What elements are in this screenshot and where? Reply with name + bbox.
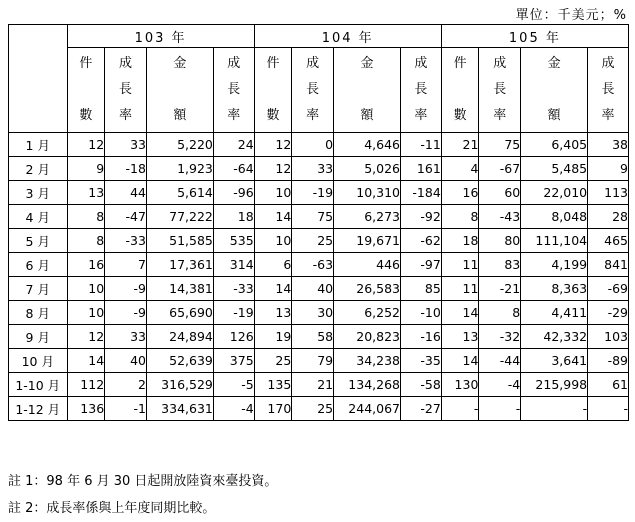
value-cell-g104: 25 <box>292 229 334 253</box>
value-cell-a105: 215,998 <box>521 373 588 397</box>
value-cell-g105: 83 <box>479 253 521 277</box>
value-cell-c104: 25 <box>254 349 292 373</box>
value-cell-a103: 1,923 <box>146 157 213 181</box>
subheader-row <box>9 48 629 133</box>
value-cell-c105: 8 <box>441 205 479 229</box>
month-cell: 9 月 <box>9 325 68 349</box>
month-cell: 1-12 月 <box>9 397 68 421</box>
value-cell-g103: -9 <box>105 301 147 325</box>
value-cell-a105: 42,332 <box>521 325 588 349</box>
header-char: 額 <box>360 108 374 123</box>
table-row <box>9 205 629 229</box>
month-cell: 7 月 <box>9 277 68 301</box>
header-char: 率 <box>227 108 241 123</box>
value-cell-a105: 111,104 <box>521 229 588 253</box>
value-cell-g105: -4 <box>479 373 521 397</box>
table-row <box>9 277 629 301</box>
value-cell-g103: 7 <box>105 253 147 277</box>
value-cell-c105: 4 <box>441 157 479 181</box>
header-char: 金 <box>360 56 374 71</box>
value-cell-c104: 170 <box>254 397 292 421</box>
value-cell-g104: 40 <box>292 277 334 301</box>
value-cell-a103: 51,585 <box>146 229 213 253</box>
header-char: 長 <box>601 82 615 97</box>
value-cell-g103: -1 <box>105 397 147 421</box>
value-cell-a103: 77,222 <box>146 205 213 229</box>
header-char: 成 <box>414 56 428 71</box>
value-cell-c104: 12 <box>254 133 292 157</box>
value-cell-ag104: -62 <box>401 229 442 253</box>
unit-label: 單位：千美元；% <box>515 8 627 23</box>
value-cell-g104: 0 <box>292 133 334 157</box>
value-cell-a103: 334,631 <box>146 397 213 421</box>
value-cell-g103: 2 <box>105 373 147 397</box>
month-cell: 10 月 <box>9 349 68 373</box>
table-body <box>9 133 629 421</box>
value-cell-a103: 17,361 <box>146 253 213 277</box>
value-cell-c105: 14 <box>441 301 479 325</box>
year-header-row <box>9 25 629 48</box>
value-cell-c104: 12 <box>254 157 292 181</box>
year-header-103: 103 年 <box>67 25 254 48</box>
value-cell-c104: 10 <box>254 229 292 253</box>
note-1: 註 1：98 年 6 月 30 日起開放陸資來臺投資。 <box>8 474 278 489</box>
value-cell-ag105: - <box>588 397 629 421</box>
value-cell-c105: 14 <box>441 349 479 373</box>
value-cell-c105: 13 <box>441 325 479 349</box>
header-char: 率 <box>306 108 320 123</box>
value-cell-g103: 33 <box>105 133 147 157</box>
value-cell-ag103: 126 <box>213 325 254 349</box>
value-cell-ag103: 18 <box>213 205 254 229</box>
value-cell-c105: 11 <box>441 277 479 301</box>
year-header-105: 105 年 <box>441 25 628 48</box>
header-char: 率 <box>493 108 507 123</box>
value-cell-ag105: 61 <box>588 373 629 397</box>
value-cell-a105: 3,641 <box>521 349 588 373</box>
count-header-103 <box>67 48 105 133</box>
value-cell-g104: 30 <box>292 301 334 325</box>
table-row <box>9 229 629 253</box>
header-char: 長 <box>119 82 133 97</box>
value-cell-ag103: 24 <box>213 133 254 157</box>
value-cell-ag103: -33 <box>213 277 254 301</box>
value-cell-ag103: -19 <box>213 301 254 325</box>
month-header-cell <box>9 25 68 133</box>
value-cell-ag105: -29 <box>588 301 629 325</box>
value-cell-a103: 5,614 <box>146 181 213 205</box>
value-cell-ag105: 9 <box>588 157 629 181</box>
value-cell-g105: 8 <box>479 301 521 325</box>
value-cell-g105: 75 <box>479 133 521 157</box>
table-row <box>9 157 629 181</box>
value-cell-c104: 14 <box>254 277 292 301</box>
value-cell-c103: 14 <box>67 349 105 373</box>
value-cell-g105: -43 <box>479 205 521 229</box>
value-cell-a104: 34,238 <box>334 349 401 373</box>
header-char: 率 <box>414 108 428 123</box>
value-cell-ag105: -69 <box>588 277 629 301</box>
value-cell-a105: 22,010 <box>521 181 588 205</box>
amount-growth-header-104 <box>401 48 442 133</box>
growth-header-104 <box>292 48 334 133</box>
value-cell-c103: 8 <box>67 229 105 253</box>
month-cell: 2 月 <box>9 157 68 181</box>
value-cell-g103: 44 <box>105 181 147 205</box>
value-cell-a104: 19,671 <box>334 229 401 253</box>
value-cell-a104: 6,273 <box>334 205 401 229</box>
header-char: 數 <box>266 108 280 123</box>
header-char: 率 <box>119 108 133 123</box>
table-row <box>9 133 629 157</box>
value-cell-a103: 65,690 <box>146 301 213 325</box>
value-cell-ag104: -35 <box>401 349 442 373</box>
value-cell-a104: 134,268 <box>334 373 401 397</box>
value-cell-ag105: 841 <box>588 253 629 277</box>
value-cell-ag104: -92 <box>401 205 442 229</box>
growth-header-105 <box>479 48 521 133</box>
value-cell-a105: 4,199 <box>521 253 588 277</box>
value-cell-ag105: -89 <box>588 349 629 373</box>
header-char: 件 <box>79 56 93 71</box>
value-cell-a104: 5,026 <box>334 157 401 181</box>
value-cell-g103: 40 <box>105 349 147 373</box>
value-cell-ag104: -10 <box>401 301 442 325</box>
value-cell-g104: 58 <box>292 325 334 349</box>
header-char: 額 <box>547 108 561 123</box>
value-cell-ag103: -96 <box>213 181 254 205</box>
value-cell-a104: 10,310 <box>334 181 401 205</box>
value-cell-c105: 16 <box>441 181 479 205</box>
value-cell-g105: 60 <box>479 181 521 205</box>
amount-growth-header-103 <box>213 48 254 133</box>
value-cell-c104: 135 <box>254 373 292 397</box>
value-cell-a104: 4,646 <box>334 133 401 157</box>
table-row <box>9 325 629 349</box>
value-cell-c103: 112 <box>67 373 105 397</box>
value-cell-c103: 12 <box>67 325 105 349</box>
investment-table <box>8 24 629 421</box>
value-cell-ag103: 535 <box>213 229 254 253</box>
value-cell-ag105: 38 <box>588 133 629 157</box>
header-char: 金 <box>173 56 187 71</box>
value-cell-ag104: 161 <box>401 157 442 181</box>
value-cell-ag105: 113 <box>588 181 629 205</box>
value-cell-c105: 18 <box>441 229 479 253</box>
header-char: 件 <box>266 56 280 71</box>
table-row <box>9 349 629 373</box>
value-cell-a104: 20,823 <box>334 325 401 349</box>
value-cell-c103: 10 <box>67 277 105 301</box>
header-char: 長 <box>493 82 507 97</box>
month-cell: 8 月 <box>9 301 68 325</box>
header-char: 成 <box>493 56 507 71</box>
month-cell: 4 月 <box>9 205 68 229</box>
growth-header-103 <box>105 48 147 133</box>
value-cell-g105: -44 <box>479 349 521 373</box>
value-cell-a103: 14,381 <box>146 277 213 301</box>
value-cell-ag103: 314 <box>213 253 254 277</box>
value-cell-c104: 10 <box>254 181 292 205</box>
value-cell-c103: 13 <box>67 181 105 205</box>
value-cell-a105: 6,405 <box>521 133 588 157</box>
value-cell-c103: 136 <box>67 397 105 421</box>
header-char: 長 <box>306 82 320 97</box>
value-cell-a104: 26,583 <box>334 277 401 301</box>
value-cell-ag103: -5 <box>213 373 254 397</box>
value-cell-c103: 8 <box>67 205 105 229</box>
value-cell-c103: 9 <box>67 157 105 181</box>
value-cell-c105: 11 <box>441 253 479 277</box>
value-cell-c104: 19 <box>254 325 292 349</box>
value-cell-ag104: 85 <box>401 277 442 301</box>
value-cell-ag104: -16 <box>401 325 442 349</box>
header-char: 金 <box>547 56 561 71</box>
value-cell-g105: - <box>479 397 521 421</box>
value-cell-ag105: 103 <box>588 325 629 349</box>
value-cell-g105: -21 <box>479 277 521 301</box>
value-cell-a105: 8,363 <box>521 277 588 301</box>
month-cell: 5 月 <box>9 229 68 253</box>
note-2: 註 2：成長率係與上年度同期比較。 <box>8 501 216 516</box>
value-cell-ag103: -4 <box>213 397 254 421</box>
value-cell-c103: 16 <box>67 253 105 277</box>
amount-header-103 <box>146 48 213 133</box>
table-row <box>9 181 629 205</box>
value-cell-a103: 24,894 <box>146 325 213 349</box>
amount-header-105 <box>521 48 588 133</box>
month-cell: 3 月 <box>9 181 68 205</box>
value-cell-c104: 14 <box>254 205 292 229</box>
value-cell-ag105: 28 <box>588 205 629 229</box>
header-char: 數 <box>453 108 467 123</box>
value-cell-g105: -67 <box>479 157 521 181</box>
header-char: 率 <box>601 108 615 123</box>
value-cell-g103: -33 <box>105 229 147 253</box>
header-char: 長 <box>414 82 428 97</box>
year-header-104: 104 年 <box>254 25 441 48</box>
value-cell-a104: 244,067 <box>334 397 401 421</box>
table-row <box>9 301 629 325</box>
value-cell-ag104: -11 <box>401 133 442 157</box>
header-char: 件 <box>453 56 467 71</box>
value-cell-c104: 13 <box>254 301 292 325</box>
value-cell-ag103: -64 <box>213 157 254 181</box>
value-cell-g103: -18 <box>105 157 147 181</box>
count-header-105 <box>441 48 479 133</box>
value-cell-g104: 25 <box>292 397 334 421</box>
value-cell-ag104: -184 <box>401 181 442 205</box>
count-header-104 <box>254 48 292 133</box>
amount-growth-header-105 <box>588 48 629 133</box>
value-cell-a103: 316,529 <box>146 373 213 397</box>
value-cell-ag104: -58 <box>401 373 442 397</box>
value-cell-a104: 6,252 <box>334 301 401 325</box>
month-cell: 6 月 <box>9 253 68 277</box>
table-row <box>9 397 629 421</box>
amount-header-104 <box>334 48 401 133</box>
value-cell-g104: 21 <box>292 373 334 397</box>
table-row <box>9 253 629 277</box>
value-cell-g104: 75 <box>292 205 334 229</box>
value-cell-a105: 4,411 <box>521 301 588 325</box>
value-cell-c105: - <box>441 397 479 421</box>
value-cell-g103: -9 <box>105 277 147 301</box>
value-cell-c103: 12 <box>67 133 105 157</box>
value-cell-a103: 5,220 <box>146 133 213 157</box>
value-cell-a105: 5,485 <box>521 157 588 181</box>
value-cell-ag104: -97 <box>401 253 442 277</box>
header-char: 成 <box>119 56 133 71</box>
header-char: 額 <box>173 108 187 123</box>
value-cell-g104: -19 <box>292 181 334 205</box>
value-cell-g103: -47 <box>105 205 147 229</box>
value-cell-c105: 130 <box>441 373 479 397</box>
value-cell-c105: 21 <box>441 133 479 157</box>
header-char: 成 <box>227 56 241 71</box>
value-cell-a104: 446 <box>334 253 401 277</box>
month-cell: 1-10 月 <box>9 373 68 397</box>
value-cell-g105: -32 <box>479 325 521 349</box>
month-cell: 1 月 <box>9 133 68 157</box>
value-cell-c103: 10 <box>67 301 105 325</box>
value-cell-g103: 33 <box>105 325 147 349</box>
table-row <box>9 373 629 397</box>
value-cell-g104: 79 <box>292 349 334 373</box>
value-cell-ag105: 465 <box>588 229 629 253</box>
value-cell-g104: 33 <box>292 157 334 181</box>
header-char: 數 <box>79 108 93 123</box>
header-char: 長 <box>227 82 241 97</box>
value-cell-a105: - <box>521 397 588 421</box>
value-cell-g105: 80 <box>479 229 521 253</box>
value-cell-c104: 6 <box>254 253 292 277</box>
value-cell-g104: -63 <box>292 253 334 277</box>
value-cell-ag103: 375 <box>213 349 254 373</box>
value-cell-ag104: -27 <box>401 397 442 421</box>
value-cell-a105: 8,048 <box>521 205 588 229</box>
header-char: 成 <box>306 56 320 71</box>
header-char: 成 <box>601 56 615 71</box>
value-cell-a103: 52,639 <box>146 349 213 373</box>
